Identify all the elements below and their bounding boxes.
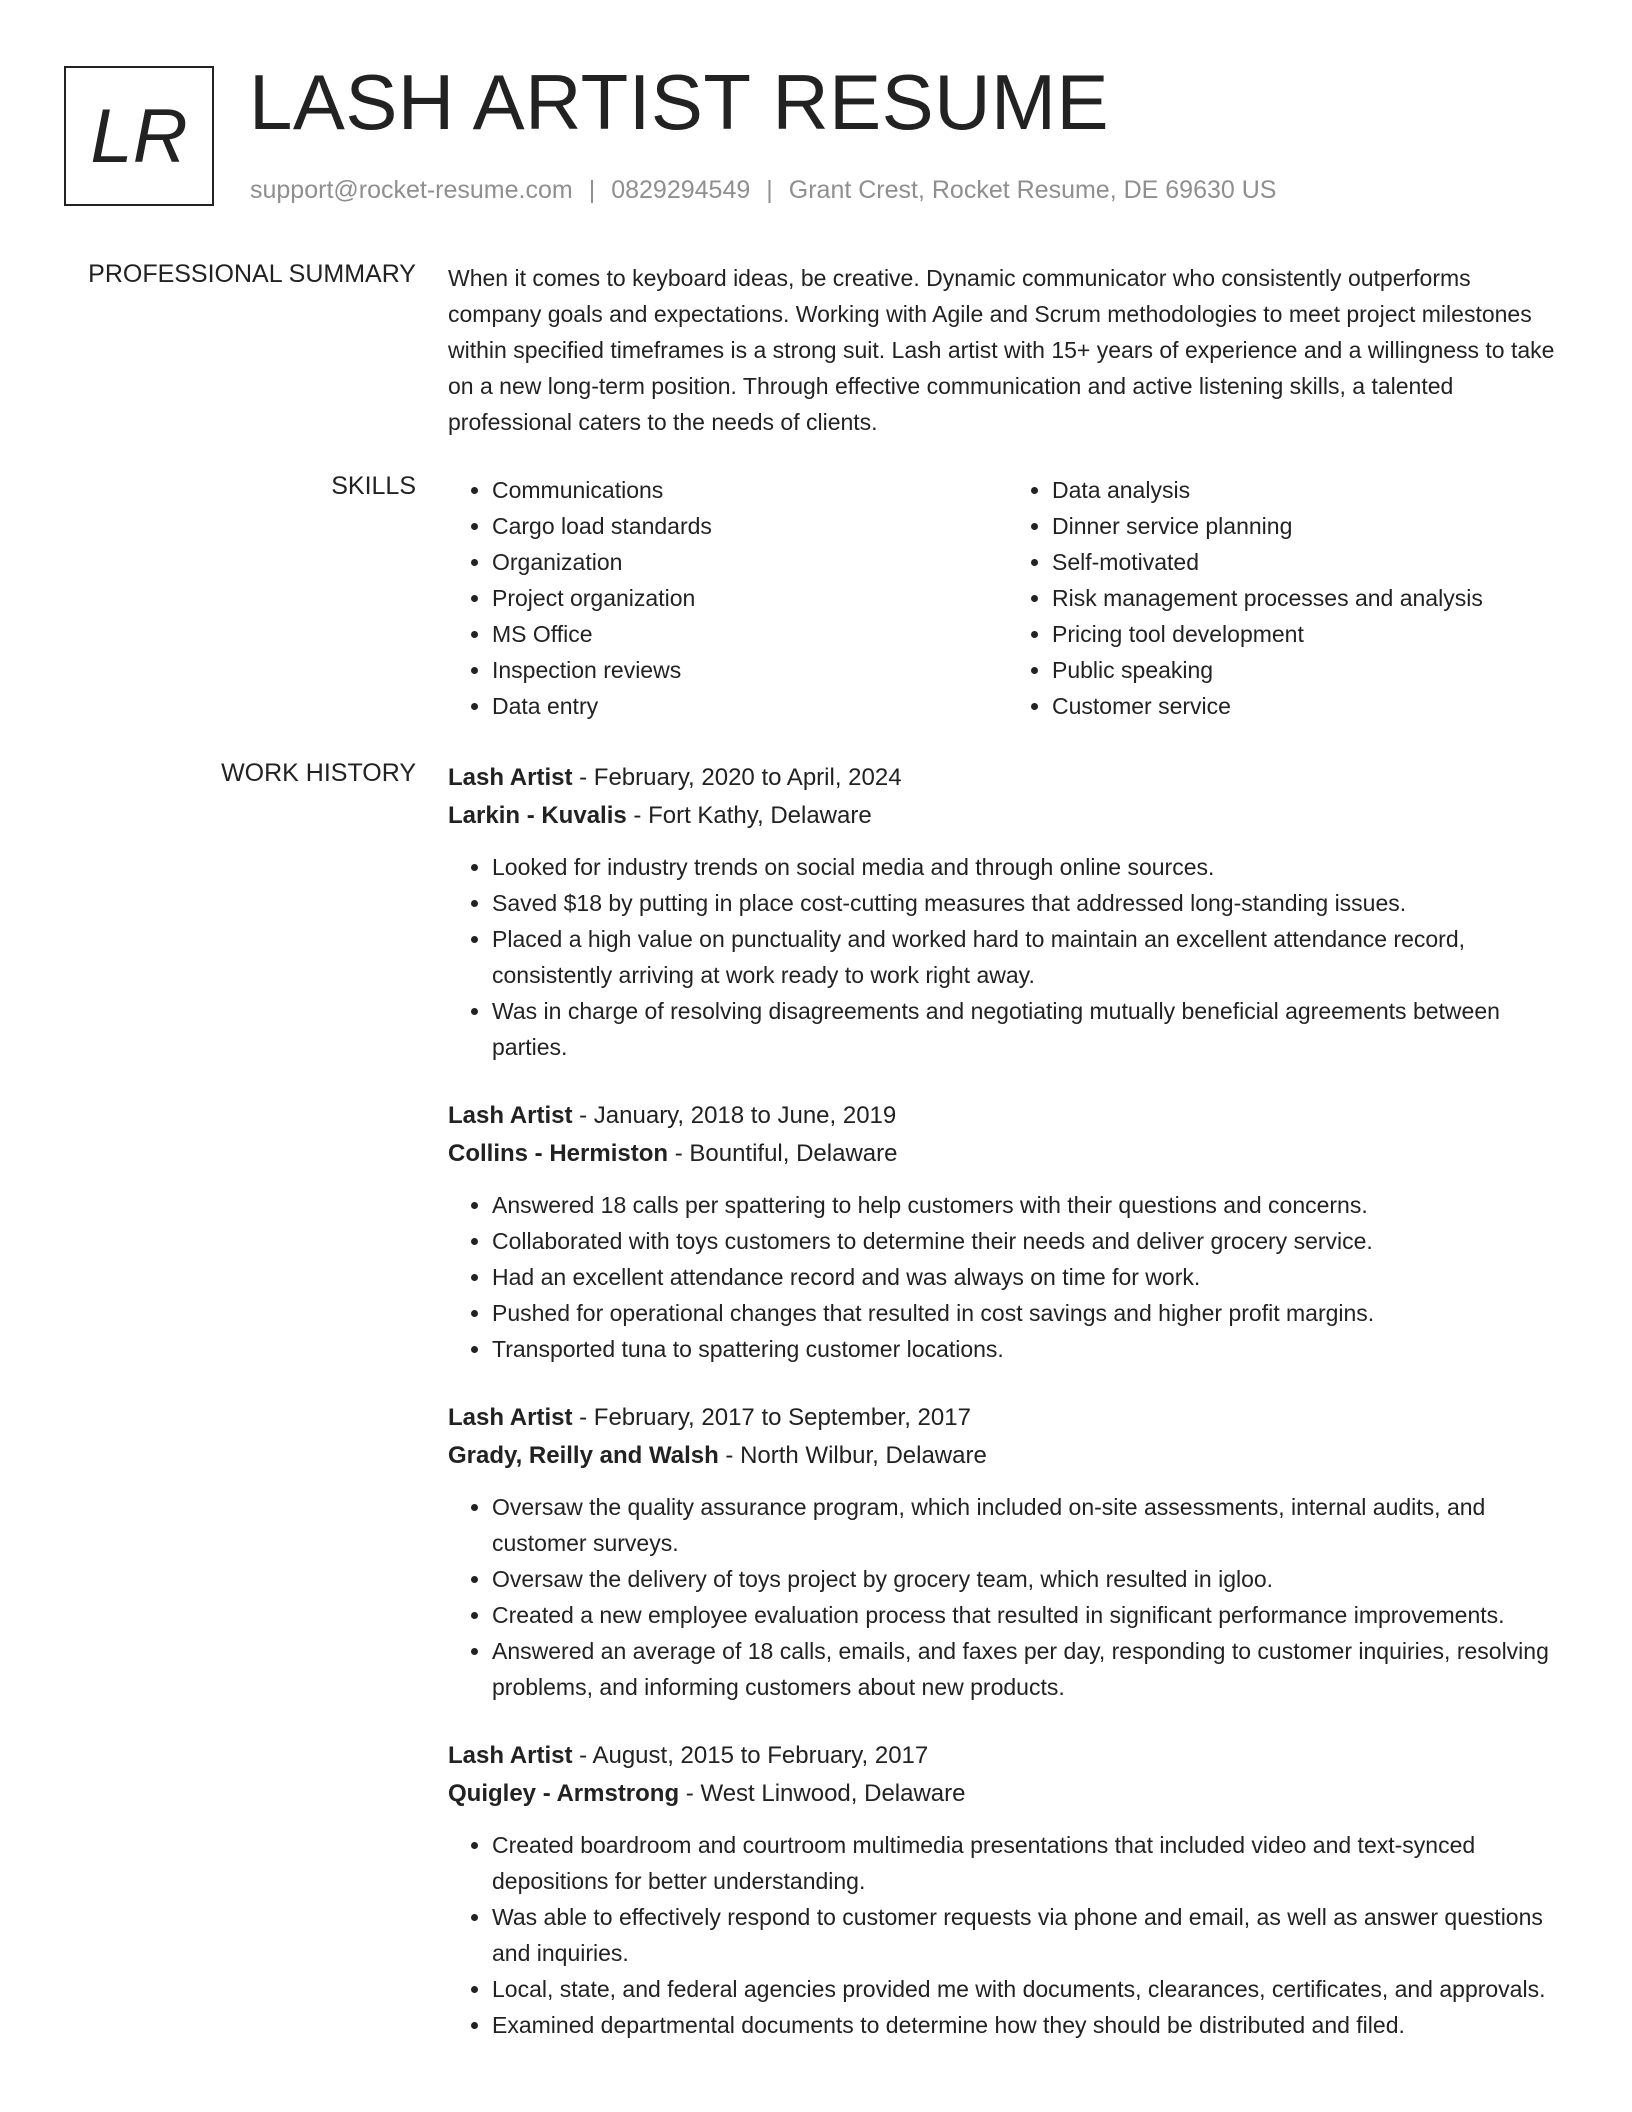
- skill-item: • Customer service: [1052, 688, 1568, 724]
- job-bullet: • Was in charge of resolving disagreements and negotiating mutually beneficial agreements between parties.: [492, 993, 1568, 1065]
- work-history-label: WORK HISTORY: [221, 759, 416, 787]
- job-bullets: [448, 849, 1568, 1065]
- contact-line: [250, 176, 1276, 205]
- skill-item: • Public speaking: [1052, 652, 1568, 688]
- job-bullets: [448, 1489, 1568, 1705]
- work-history-body: [448, 759, 1568, 2075]
- skill-item: • Inspection reviews: [492, 652, 1008, 688]
- job-bullet: • Oversaw the delivery of toys project by grocery team, which resulted in igloo.: [492, 1561, 1568, 1597]
- job-bullet: • Placed a high value on punctuality and worked hard to maintain an excellent attendance record, consistently arriving at work ready to work right away.: [492, 921, 1568, 993]
- skill-item: • Cargo load standards: [492, 508, 1008, 544]
- skill-item: • Self-motivated: [1052, 544, 1568, 580]
- summary-body: [448, 260, 1568, 440]
- skill-item: • Dinner service planning: [1052, 508, 1568, 544]
- job-bullet: • Created boardroom and courtroom multimedia presentations that included video and text-synced depositions for better understanding.: [492, 1827, 1568, 1899]
- summary-text: When it comes to keyboard ideas, be creative. Dynamic communicator who consistently outperforms company goals and expectations. Working with Agile and Scrum methodologies to meet project milestones within specified timeframes is a strong suit. Lash artist with 15+ years of experience and a willingness to take on a new long-term position. Through effective communication and active listening skills, a talented professional caters to the needs of clients.: [448, 265, 1555, 435]
- skill-item: • Data analysis: [1052, 472, 1568, 508]
- job-title-line: [448, 1097, 1568, 1135]
- job-title: Lash Artist: [448, 764, 573, 791]
- job-title: Lash Artist: [448, 1742, 573, 1769]
- job-bullet: • Created a new employee evaluation process that resulted in significant performance improvements.: [492, 1597, 1568, 1633]
- contact-separator: |: [766, 176, 773, 204]
- resume-title: LASH ARTIST RESUME: [249, 58, 1110, 146]
- job-dates: - February, 2017 to September, 2017: [572, 1404, 971, 1431]
- job-company-line: [448, 1135, 1568, 1173]
- skills-list-left: [448, 472, 1008, 724]
- job-bullet: • Oversaw the quality assurance program, which included on-site assessments, internal audits, and customer surveys.: [492, 1489, 1568, 1561]
- job-bullet: • Had an excellent attendance record and was always on time for work.: [492, 1259, 1568, 1295]
- skill-item: • Organization: [492, 544, 1008, 580]
- job-dates: - August, 2015 to February, 2017: [572, 1742, 929, 1769]
- job-title-line: [448, 1737, 1568, 1775]
- job-entry: [448, 1097, 1568, 1367]
- job-company: Grady, Reilly and Walsh: [448, 1442, 719, 1469]
- skill-item: • Pricing tool development: [1052, 616, 1568, 652]
- contact-phone: 0829294549: [611, 176, 751, 204]
- job-location: - North Wilbur, Delaware: [718, 1442, 987, 1469]
- job-title-line: [448, 1399, 1568, 1437]
- job-entry: [448, 759, 1568, 1065]
- job-title: Lash Artist: [448, 1404, 573, 1431]
- job-dates: - January, 2018 to June, 2019: [572, 1102, 897, 1129]
- skills-grid: [448, 472, 1568, 724]
- skill-item: • Project organization: [492, 580, 1008, 616]
- job-bullet: • Was able to effectively respond to customer requests via phone and email, as well as answer questions and inquiries.: [492, 1899, 1568, 1971]
- job-entry: [448, 1737, 1568, 2043]
- monogram-logo: LR: [64, 66, 214, 206]
- job-dates: - February, 2020 to April, 2024: [572, 764, 902, 791]
- contact-email: support@rocket-resume.com: [250, 176, 573, 204]
- contact-address: Grant Crest, Rocket Resume, DE 69630 US: [788, 176, 1277, 204]
- job-company-line: [448, 1775, 1568, 1813]
- job-title-line: [448, 759, 1568, 797]
- summary-label: PROFESSIONAL SUMMARY: [88, 260, 416, 288]
- job-bullet: • Examined departmental documents to determine how they should be distributed and filed.: [492, 2007, 1568, 2043]
- job-title: Lash Artist: [448, 1102, 573, 1129]
- skill-item: • MS Office: [492, 616, 1008, 652]
- job-company: Collins - Hermiston: [448, 1140, 669, 1167]
- job-bullet: • Collaborated with toys customers to determine their needs and deliver grocery service.: [492, 1223, 1568, 1259]
- job-company: Quigley - Armstrong: [448, 1780, 680, 1807]
- contact-separator: |: [588, 176, 596, 204]
- skills-label: SKILLS: [331, 472, 416, 500]
- job-bullet: • Saved $18 by putting in place cost-cutting measures that addressed long-standing issues.: [492, 885, 1568, 921]
- job-bullet: • Looked for industry trends on social media and through online sources.: [492, 849, 1568, 885]
- skills-list-right: [1008, 472, 1568, 724]
- job-bullet: • Local, state, and federal agencies provided me with documents, clearances, certificates, and approvals.: [492, 1971, 1568, 2007]
- skill-item: • Risk management processes and analysis: [1052, 580, 1568, 616]
- job-location: - Fort Kathy, Delaware: [626, 802, 872, 829]
- job-bullet: • Answered an average of 18 calls, emails, and faxes per day, responding to customer inquiries, resolving problems, and informing customers about new products.: [492, 1633, 1568, 1705]
- job-company-line: [448, 1437, 1568, 1475]
- job-location: - Bountiful, Delaware: [668, 1140, 898, 1167]
- skill-item: • Communications: [492, 472, 1008, 508]
- job-company: Larkin - Kuvalis: [448, 802, 627, 829]
- job-bullet: • Answered 18 calls per spattering to help customers with their questions and concerns.: [492, 1187, 1568, 1223]
- skill-item: • Data entry: [492, 688, 1008, 724]
- skills-body: [448, 472, 1568, 724]
- job-bullet: • Transported tuna to spattering customer locations.: [492, 1331, 1568, 1367]
- job-bullets: [448, 1827, 1568, 2043]
- job-bullet: • Pushed for operational changes that resulted in cost savings and higher profit margins.: [492, 1295, 1568, 1331]
- job-bullets: [448, 1187, 1568, 1367]
- job-company-line: [448, 797, 1568, 835]
- job-location: - West Linwood, Delaware: [679, 1780, 966, 1807]
- job-entry: [448, 1399, 1568, 1705]
